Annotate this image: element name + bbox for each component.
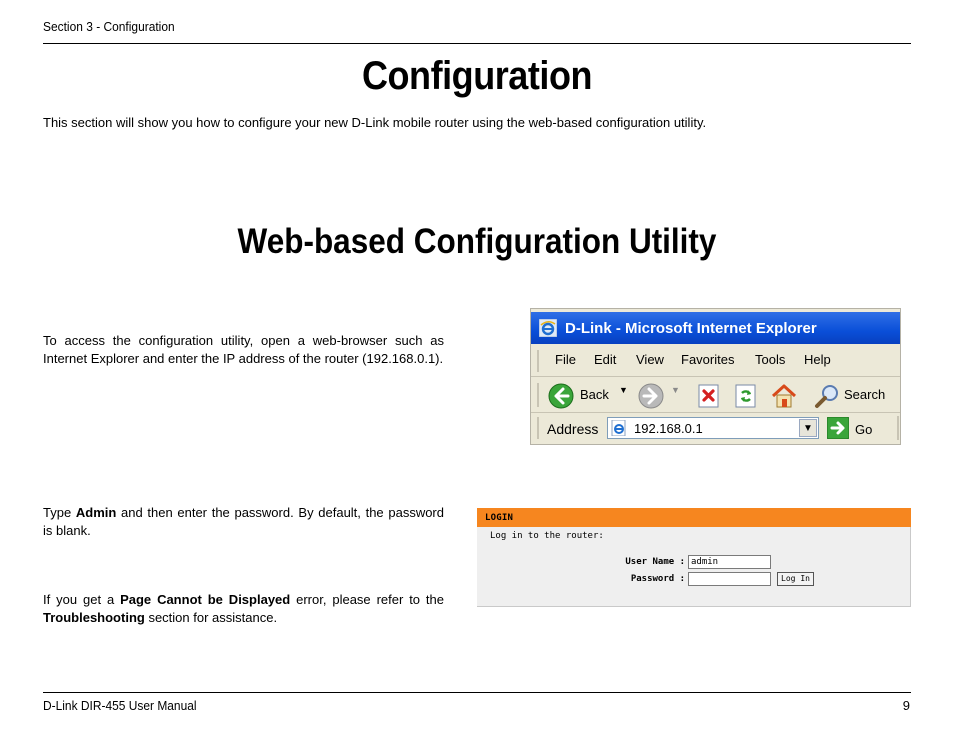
forward-dropdown-icon[interactable]: ▼: [671, 385, 680, 395]
error-instr-mid: error, please refer to the: [290, 592, 445, 607]
error-instr-bold1: Page Cannot be Displayed: [120, 592, 291, 607]
toolbar-grip: [537, 383, 539, 407]
refresh-icon[interactable]: [734, 384, 758, 408]
addressbar-edge: [897, 416, 899, 440]
menu-help[interactable]: Help: [804, 352, 831, 367]
login-instr-post: and then enter the password. By default, the password is blank.: [43, 505, 444, 538]
menubar-grip: [537, 350, 539, 372]
password-input[interactable]: [688, 572, 771, 586]
section-title: Web-based Configuration Utility: [237, 222, 717, 261]
go-arrow-icon: [827, 417, 849, 439]
footer-rule: [43, 692, 911, 693]
back-arrow-icon: [548, 383, 574, 409]
stop-icon[interactable]: [697, 384, 721, 408]
error-instr-post: section for assistance.: [144, 610, 278, 625]
search-icon: [813, 382, 841, 410]
ie-logo-icon: [539, 319, 557, 337]
address-value: 192.168.0.1: [634, 421, 703, 436]
browser-window: [530, 308, 901, 445]
address-label: Address: [547, 421, 599, 437]
home-icon[interactable]: [770, 382, 798, 410]
login-header: [477, 508, 911, 527]
login-instructions: [43, 504, 444, 540]
header-rule: [43, 43, 911, 44]
browser-title: D-Link - Microsoft Internet Explorer: [565, 320, 817, 337]
username-label: User Name :: [625, 557, 685, 567]
intro-text: This section will show you how to configure your new D-Link mobile router using the web-based configuration utility.: [43, 115, 707, 130]
menu-view[interactable]: View: [636, 352, 664, 367]
search-label: Search: [844, 387, 886, 402]
login-instr-pre: Type: [43, 505, 76, 520]
login-instr-bold: Admin: [75, 505, 117, 520]
error-instr-bold2: Troubleshooting: [43, 610, 145, 625]
menu-tools[interactable]: Tools: [755, 352, 786, 367]
password-label: Password :: [630, 574, 685, 584]
forward-arrow-icon[interactable]: [638, 383, 664, 409]
page-number: 9: [902, 698, 910, 713]
addressbar-grip: [537, 417, 539, 439]
section-header: Section 3 - Configuration: [43, 19, 175, 34]
browser-titlebar: [531, 312, 901, 344]
error-instructions: [43, 591, 444, 627]
login-header-title: LOGIN: [485, 513, 514, 523]
page-icon: [611, 420, 627, 436]
menu-favorites[interactable]: Favorites: [681, 352, 735, 367]
footer-manual: D-Link DIR-455 User Manual: [43, 698, 197, 713]
toolbar-separator: [531, 412, 901, 413]
login-subtitle: Log in to the router:: [490, 531, 604, 541]
access-instructions: To access the configuration utility, open a web-browser such as Internet Explorer and enter the IP address of the router (192.168.0.1).: [43, 333, 444, 366]
login-panel: [477, 508, 911, 607]
error-instr-pre: If you get a: [43, 592, 121, 607]
address-input[interactable]: [607, 417, 819, 439]
username-input[interactable]: admin: [688, 555, 771, 569]
menu-file[interactable]: File: [555, 352, 576, 367]
login-button[interactable]: Log In: [777, 572, 814, 586]
back-label: Back: [580, 387, 609, 402]
address-dropdown-icon[interactable]: ▼: [799, 419, 817, 437]
go-label: Go: [855, 422, 873, 437]
back-dropdown-icon[interactable]: ▼: [619, 385, 628, 395]
page-title: Configuration: [361, 54, 593, 98]
menubar-separator: [531, 376, 901, 377]
menu-edit[interactable]: Edit: [594, 352, 617, 367]
